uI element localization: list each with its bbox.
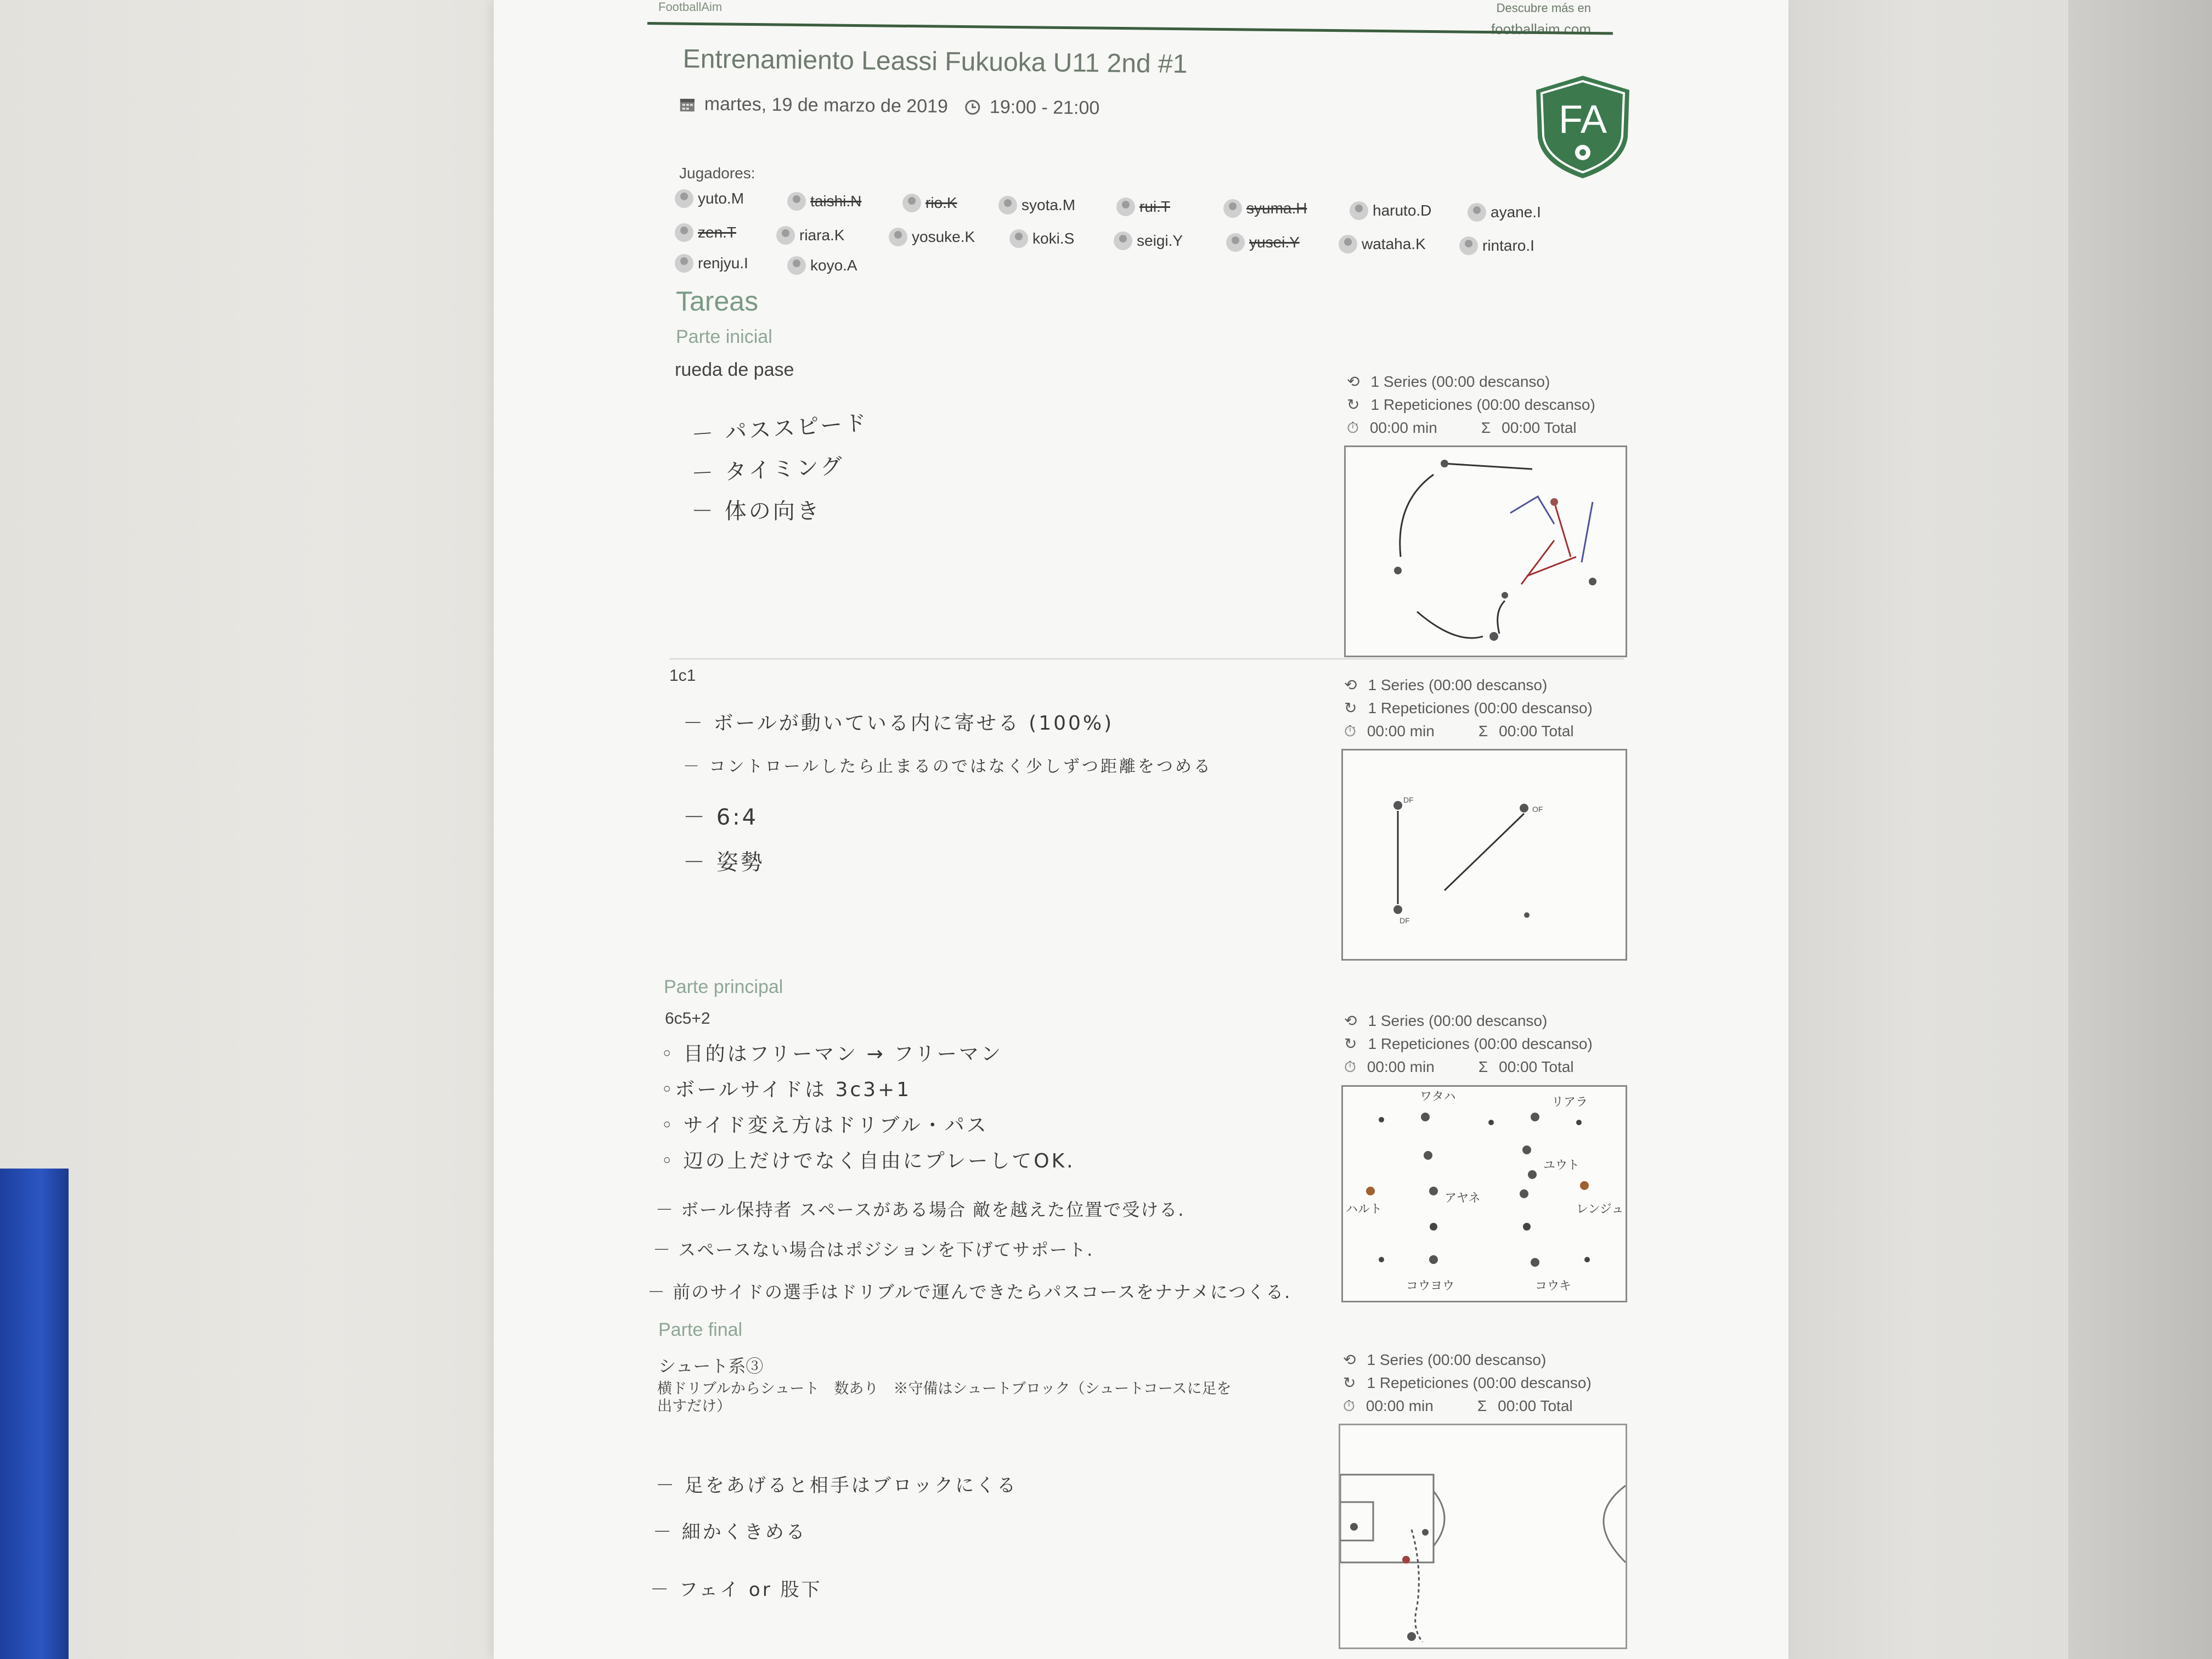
player-chip: rio.K: [902, 194, 957, 212]
user-avatar-icon: [675, 254, 693, 273]
player-label: リアラ: [1551, 1095, 1588, 1109]
handwritten-note: － 体の向き: [691, 499, 821, 524]
stopwatch-icon: ⏱: [1344, 1058, 1356, 1075]
desk-edge: [2068, 0, 2212, 1659]
player-chip: seigi.Y: [1114, 232, 1183, 250]
blue-binder: [0, 1169, 69, 1659]
refresh-icon: ↻: [1347, 396, 1360, 413]
session-meta: [679, 93, 1100, 119]
handwritten-note: － ボール保持者 スペースがある場合 敵を越えた位置で受ける.: [656, 1199, 1185, 1220]
refresh-icon: ↻: [1344, 699, 1357, 716]
handwritten-note: ◦ボールサイドは 3c3+1: [661, 1079, 912, 1101]
marker-of: OF: [1532, 805, 1543, 814]
user-avatar-icon: [902, 194, 921, 212]
task-subtitle: 横ドリブルからシュート 数あり ※守備はシュートブロック（シュートコースに足を出すだけ）: [657, 1380, 1232, 1414]
desk-surface-left: [0, 0, 543, 1659]
repeat-icon: ⟲: [1343, 1351, 1356, 1368]
session-date: martes, 19 de marzo de 2019: [704, 93, 949, 117]
handwritten-note: － コントロールしたら止まるのではなく少しずつ距離をつめる: [683, 757, 1212, 776]
drill-diagram-shooting: [1339, 1424, 1627, 1649]
brand-name: FootballAim: [658, 0, 723, 14]
player-chip: taishi.N: [787, 192, 861, 211]
user-avatar-icon: [889, 228, 907, 246]
section-divider: [669, 658, 1624, 659]
task-name: rueda de pase: [675, 359, 794, 380]
calendar-icon: [679, 95, 696, 112]
handwritten-note: － 6:4: [683, 805, 759, 830]
training-sheet: [494, 0, 1788, 1659]
handwritten-note: ◦ 目的はフリーマン → フリーマン: [661, 1043, 1003, 1065]
player-chip: rui.T: [1116, 198, 1170, 216]
section-parte-principal: Parte principal: [664, 977, 783, 997]
task-name: シュート系③: [658, 1356, 764, 1376]
handwritten-note: ◦ サイド変え方はドリブル・パス: [661, 1114, 989, 1137]
sigma-icon: Σ: [1481, 419, 1491, 436]
player-chip: rintaro.I: [1459, 236, 1534, 255]
user-avatar-icon: [998, 196, 1017, 215]
handwritten-note: － 細かくきめる: [653, 1521, 807, 1543]
task-stats: ⟲ 1 Series (00:00 descanso) ↻ 1 Repeticiones (00:00 descanso) ⏱ 00:00 min Σ 00:00 Total: [1347, 370, 1595, 439]
players-label: Jugadores:: [679, 165, 755, 182]
player-chip: syuma.H: [1223, 199, 1307, 218]
logo-text: FA: [1558, 98, 1607, 142]
marker-df: DF: [1400, 916, 1410, 925]
session-title: Entrenamiento Leassi Fukuoka U11 2nd #1: [682, 44, 1188, 79]
sigma-icon: Σ: [1478, 723, 1488, 740]
user-avatar-icon: [1226, 233, 1245, 252]
player-chip: haruto.D: [1350, 201, 1431, 220]
handwritten-note: － ボールが動いている内に寄せる (100%): [683, 712, 1114, 735]
drill-diagram-1c1: [1341, 749, 1627, 961]
handwritten-note: － パススピード: [691, 410, 870, 448]
player-chip: yusei.Y: [1226, 233, 1300, 252]
player-label: ハルト: [1346, 1202, 1383, 1216]
player-chip: yosuke.K: [889, 228, 975, 246]
sigma-icon: Σ: [1477, 1397, 1487, 1414]
player-label: コウヨウ: [1406, 1279, 1455, 1293]
promo-line1: Descubre más en: [1496, 1, 1591, 15]
user-avatar-icon: [787, 192, 806, 211]
user-avatar-icon: [1114, 232, 1132, 250]
repeat-icon: ⟲: [1344, 676, 1357, 693]
stopwatch-icon: ⏱: [1343, 1397, 1355, 1414]
player-label: ユウト: [1543, 1158, 1580, 1172]
player-label: レンジュ: [1576, 1202, 1624, 1216]
sigma-icon: Σ: [1478, 1058, 1488, 1075]
player-chip: koki.S: [1009, 229, 1074, 248]
handwritten-note: － スペースない場合はポジションを下げてサポート.: [653, 1239, 1094, 1260]
promo-line2: footballaim.com: [1491, 21, 1591, 37]
handwritten-note: － タイミング: [691, 453, 845, 487]
user-avatar-icon: [1223, 199, 1242, 218]
player-chip: syota.M: [998, 196, 1075, 215]
player-chip: yuto.M: [675, 189, 744, 208]
user-avatar-icon: [1009, 229, 1028, 248]
session-time: 19:00 - 21:00: [989, 96, 1100, 119]
user-avatar-icon: [1468, 203, 1486, 222]
marker-df: DF: [1403, 795, 1414, 804]
handwritten-note: － 姿勢: [683, 850, 765, 875]
player-label: アヤネ: [1444, 1191, 1481, 1205]
player-chip: koyo.A: [787, 256, 857, 275]
repeat-icon: ⟲: [1347, 373, 1360, 390]
task-name: 6c5+2: [665, 1009, 710, 1028]
section-parte-final: Parte final: [658, 1319, 743, 1340]
handwritten-note: － 前のサイドの選手はドリブルで運んできたらパスコースをナナメにつくる.: [647, 1282, 1291, 1302]
user-avatar-icon: [1116, 198, 1135, 216]
user-avatar-icon: [1339, 235, 1357, 253]
clock-icon: [964, 99, 981, 115]
handwritten-note: － 足をあげると相手はブロックにくる: [656, 1475, 1018, 1497]
player-chip: riara.K: [776, 226, 844, 245]
footballaim-logo: [1528, 71, 1638, 181]
stopwatch-icon: ⏱: [1347, 419, 1359, 436]
refresh-icon: ↻: [1344, 1035, 1357, 1052]
drill-diagram-rueda: [1344, 445, 1627, 657]
user-avatar-icon: [1459, 236, 1478, 255]
section-parte-inicial: Parte inicial: [676, 326, 772, 347]
user-avatar-icon: [1350, 201, 1368, 220]
user-avatar-icon: [675, 223, 693, 242]
stopwatch-icon: ⏱: [1344, 723, 1356, 740]
player-chip: renjyu.I: [675, 254, 748, 273]
player-label: ワタハ: [1420, 1090, 1456, 1103]
task-stats: ⟲ 1 Series (00:00 descanso) ↻ 1 Repeticiones (00:00 descanso) ⏱ 00:00 min Σ 00:00 Total: [1344, 1009, 1593, 1079]
repeat-icon: ⟲: [1344, 1012, 1357, 1029]
tasks-heading: Tareas: [676, 286, 759, 317]
handwritten-note: ◦ 辺の上だけでなく自由にプレーしてOK.: [661, 1150, 1075, 1172]
player-chip: wataha.K: [1339, 235, 1426, 253]
refresh-icon: ↻: [1343, 1374, 1356, 1391]
player-chip: zen.T: [675, 223, 736, 242]
handwritten-note: － フェイ or 股下: [650, 1579, 822, 1601]
user-avatar-icon: [776, 226, 795, 245]
user-avatar-icon: [787, 256, 806, 275]
user-avatar-icon: [675, 189, 693, 208]
task-name: 1c1: [669, 667, 696, 685]
task-stats: ⟲ 1 Series (00:00 descanso) ↻ 1 Repeticiones (00:00 descanso) ⏱ 00:00 min Σ 00:00 Total: [1344, 674, 1593, 743]
drill-diagram-6c5: [1341, 1085, 1627, 1302]
player-chip: ayane.I: [1468, 203, 1541, 222]
player-label: コウキ: [1535, 1279, 1572, 1293]
task-stats: ⟲ 1 Series (00:00 descanso) ↻ 1 Repeticiones (00:00 descanso) ⏱ 00:00 min Σ 00:00 Total: [1343, 1348, 1592, 1418]
